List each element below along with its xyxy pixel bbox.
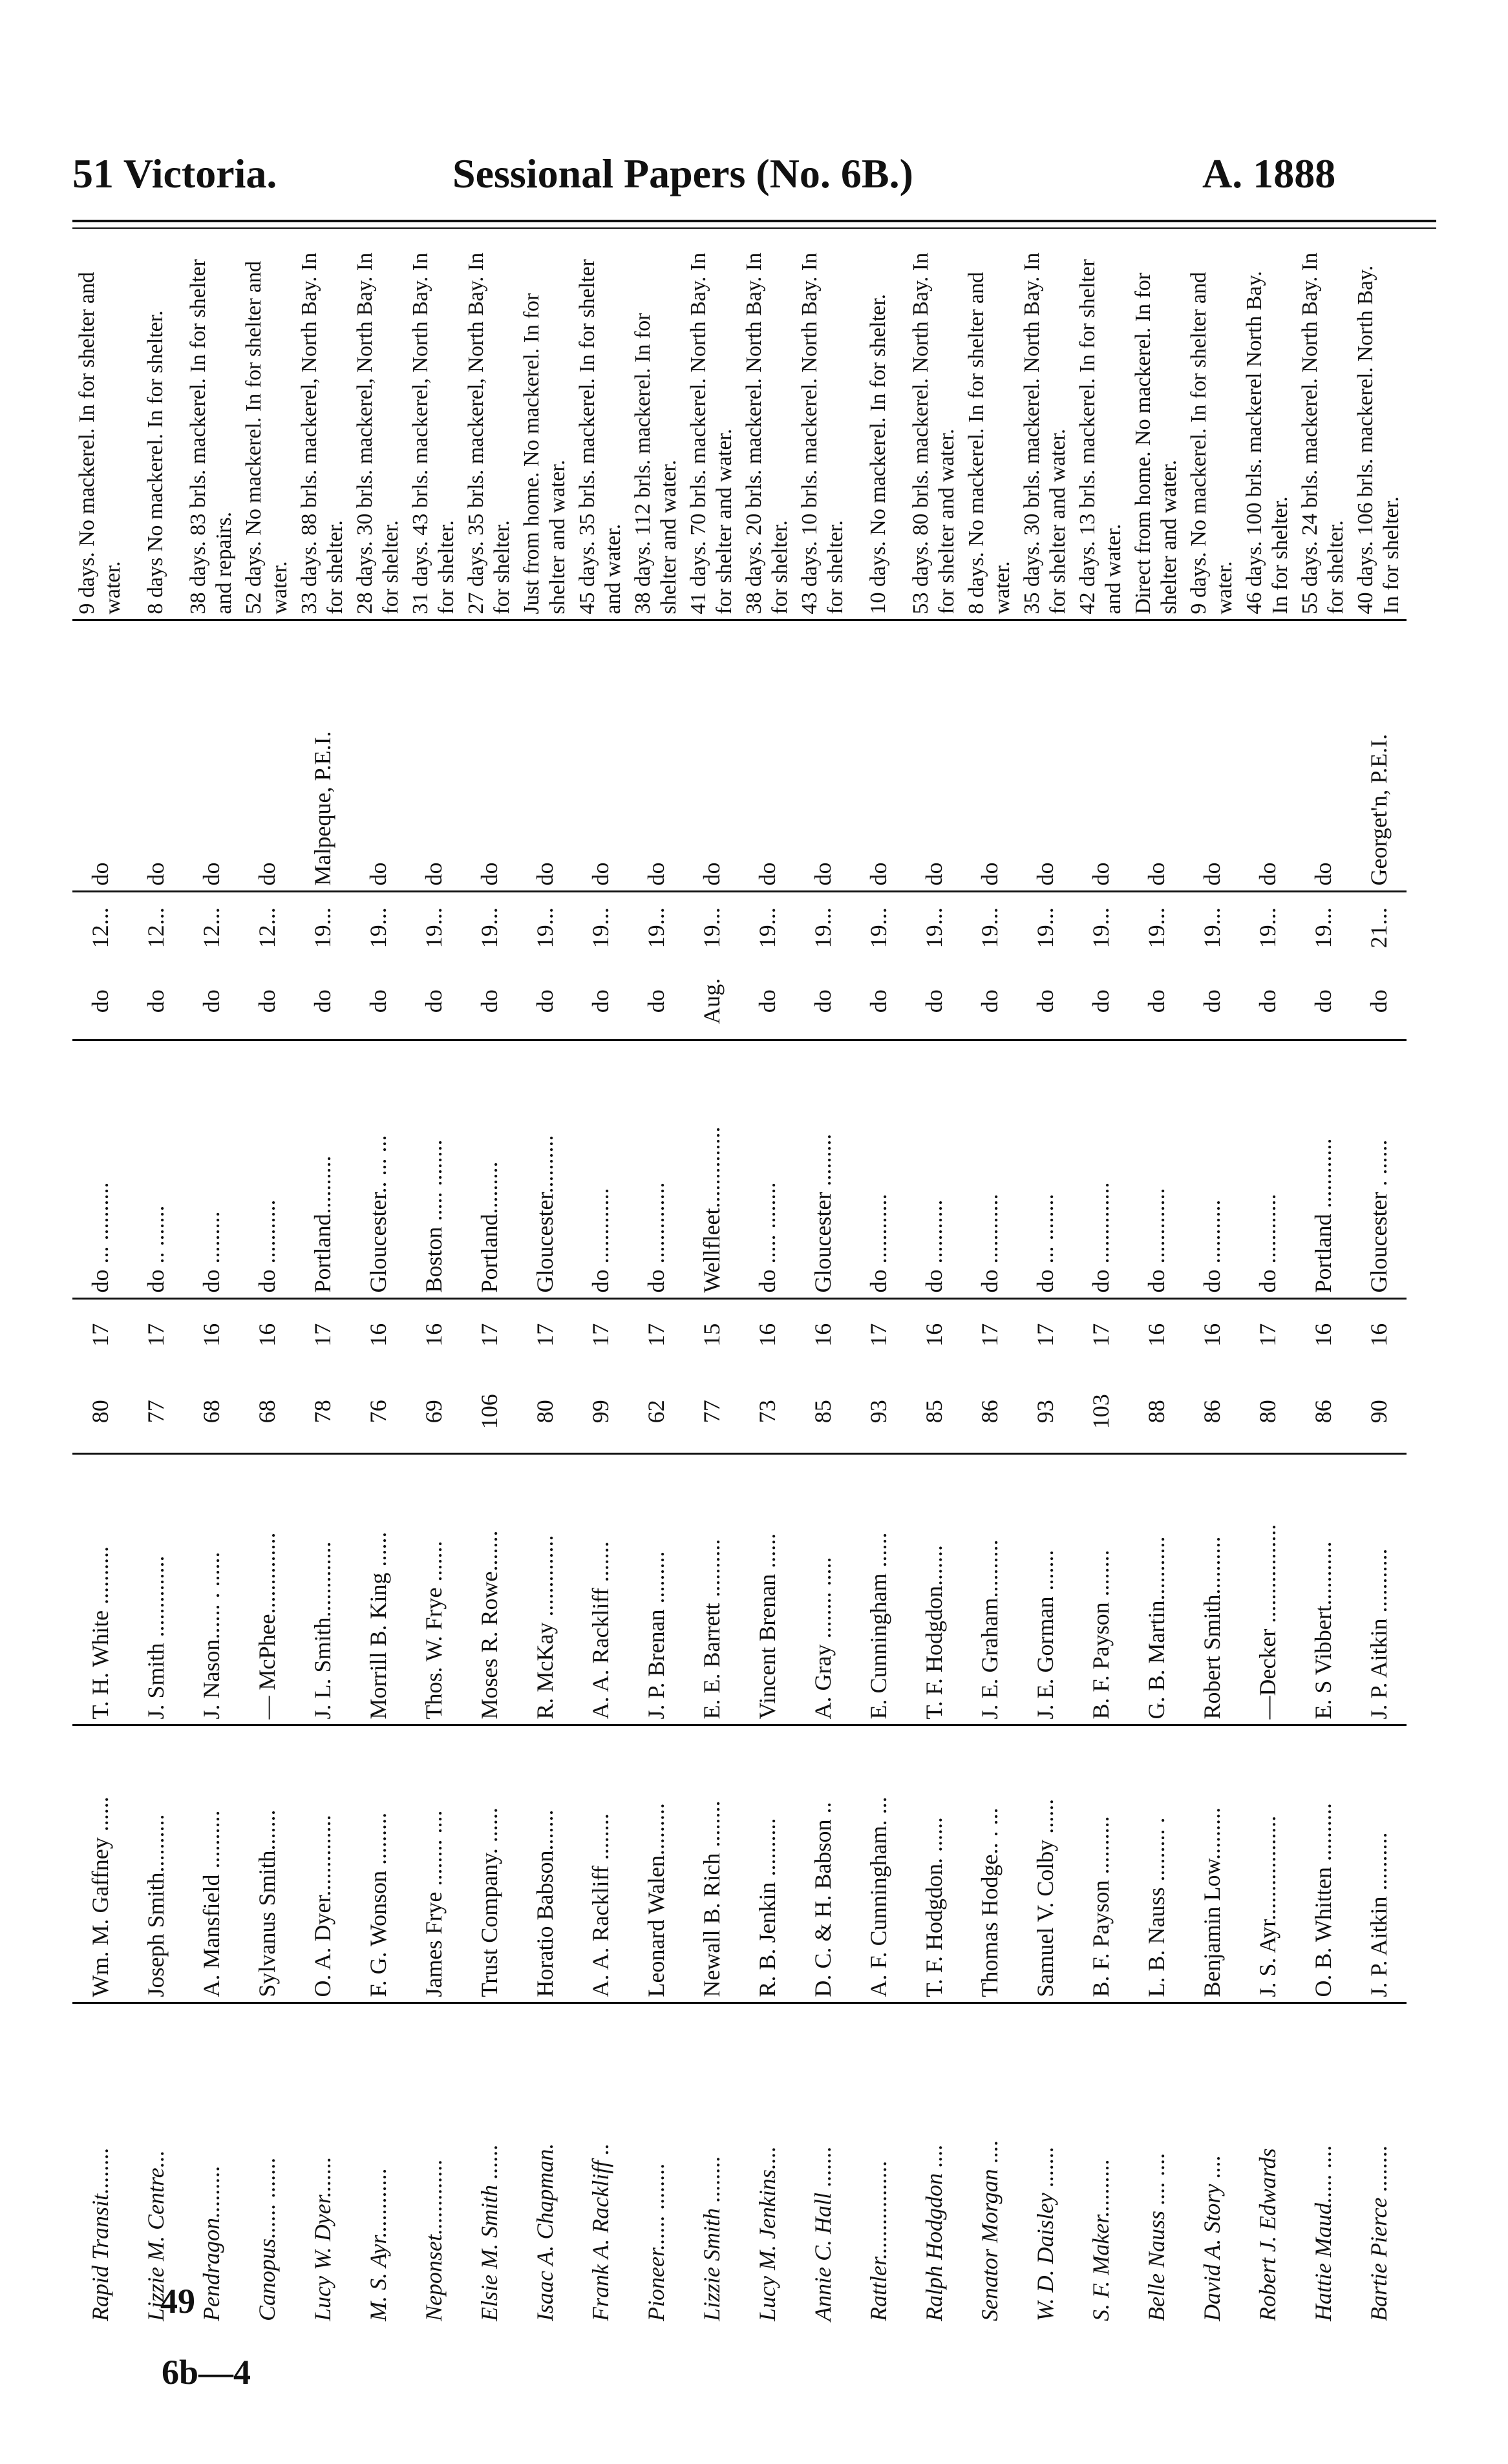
cell-crew: 16 <box>1310 1323 1336 1347</box>
cell-tonnage: 80 <box>1240 1370 1295 1454</box>
cell-port: do ... ........ <box>1017 1040 1073 1299</box>
cell-day: 19... <box>1255 907 1280 949</box>
cell-remarks: Just from home. No mackerel. In for shelter and water. <box>517 246 573 620</box>
cell-day: 19... <box>365 907 391 949</box>
cell-remarks: 9 days. No mackerel. In for shelter and water. <box>72 246 128 620</box>
cell-vessel: S. F. Maker.......... <box>1088 2158 1114 2321</box>
cell-owner: O. B. Whitten .......... <box>1295 1725 1351 2003</box>
cell-tonnage: 62 <box>628 1370 684 1454</box>
cell-vessel: Neponset............. <box>421 2159 447 2321</box>
cell-where: do <box>906 620 962 892</box>
table-row <box>1295 246 1351 2326</box>
cell-master: A. A. Rackliff ....... <box>573 1454 628 1725</box>
cell-month: do <box>295 963 350 1040</box>
cell-master: — McPhee.............. <box>239 1454 295 1725</box>
cell-remarks: 55 days. 24 brls. mackerel. North Bay. In for shelter. <box>1295 246 1351 620</box>
cell-owner: Wm. M. Gaffney ...... <box>72 1725 128 2003</box>
cell-vessel: Annie C. Hall ....... <box>810 2146 836 2321</box>
cell-crew: 17 <box>1255 1323 1280 1347</box>
cell-master: E. Cunningham ...... <box>851 1454 906 1725</box>
table-row <box>962 246 1017 2326</box>
cell-owner: Thomas Hodge.. . ... <box>962 1725 1017 2003</box>
cell-month: do <box>1240 963 1295 1040</box>
cell-day: 19... <box>532 907 558 949</box>
cell-day: 19... <box>866 907 891 949</box>
cell-owner: A. Mansfield .......... <box>184 1725 239 2003</box>
cell-owner: T. F. Hodgdon. ...... <box>906 1725 962 2003</box>
cell-month: do <box>1129 963 1184 1040</box>
cell-day: 19... <box>754 907 780 949</box>
cell-vessel: Lucy M. Jenkins.... <box>754 2146 780 2321</box>
cell-crew: 17 <box>1088 1323 1114 1347</box>
cell-where: do <box>1184 620 1240 892</box>
table-row <box>406 246 462 2326</box>
cell-master: Thos. W. Frye ....... <box>406 1454 462 1725</box>
cell-vessel: Belle Nauss .... .... <box>1143 2153 1169 2321</box>
cell-day: 19... <box>588 907 613 949</box>
cell-where: do <box>406 620 462 892</box>
cell-master: J. E. Graham.......... <box>962 1454 1017 1725</box>
cell-vessel: Lizzie Smith ........ <box>699 2155 725 2321</box>
cell-crew: 17 <box>977 1323 1003 1347</box>
cell-owner: Trust Company. ...... <box>462 1725 517 2003</box>
table-row <box>462 246 517 2326</box>
cell-day: 19... <box>310 907 335 949</box>
table-row <box>684 246 739 2326</box>
cell-remarks: 38 days. 83 brls. mackerel. In for shelter and repairs. <box>184 246 239 620</box>
cell-day: 19... <box>699 907 725 949</box>
cell-vessel: Canopus...... ....... <box>254 2156 280 2321</box>
cell-where: do <box>350 620 406 892</box>
cell-tonnage: 85 <box>795 1370 851 1454</box>
cell-vessel: Lucy W. Dyer....... <box>310 2156 335 2321</box>
cell-remarks: 35 days. 30 brls. mackerel. North Bay. In for shelter and water. <box>1017 246 1073 620</box>
cell-port: Portland.......... <box>295 1040 350 1299</box>
cell-where: do <box>1240 620 1295 892</box>
cell-master: G. B. Martin........... <box>1129 1454 1184 1725</box>
document-code: 6b—4 <box>162 2353 251 2392</box>
cell-vessel: Rapid Transit........ <box>87 2147 113 2321</box>
cell-vessel: Hattie Maud..... .... <box>1310 2145 1336 2321</box>
table-row <box>906 246 962 2326</box>
cell-remarks: 40 days. 106 brls. mackerel. North Bay. In for shelter. <box>1351 246 1407 620</box>
cell-vessel: W. D. Daisley ....... <box>1032 2146 1058 2321</box>
cell-day: 12... <box>87 907 113 949</box>
cell-where: do <box>684 620 739 892</box>
cell-month: do <box>406 963 462 1040</box>
cell-where: do <box>1017 620 1073 892</box>
cell-remarks: 43 days. 10 brls. mackerel. North Bay. In for shelter. <box>795 246 851 620</box>
cell-port: do ............. <box>573 1040 628 1299</box>
cell-owner: Samuel V. Colby ...... <box>1017 1725 1073 2003</box>
cell-remarks: 33 days. 88 brls. mackerel, North Bay. In for shelter. <box>295 246 350 620</box>
cell-vessel: Pendragon......... <box>198 2165 224 2321</box>
cell-port: Wellfleet.............. <box>684 1040 739 1299</box>
cell-owner: J. P. Aitkin .......... <box>1351 1725 1407 2003</box>
cell-owner: A. F. Cunningham. ... <box>851 1725 906 2003</box>
cell-crew: 16 <box>754 1323 780 1347</box>
cell-tonnage: 80 <box>72 1370 128 1454</box>
cell-owner: A. A. Rackliff ........ <box>573 1725 628 2003</box>
cell-day: 19... <box>1310 907 1336 949</box>
cell-where: do <box>1129 620 1184 892</box>
header-year: A. 1888 <box>1202 151 1336 196</box>
table-row <box>184 246 239 2326</box>
cell-port: do .............. <box>1073 1040 1129 1299</box>
cell-month: do <box>350 963 406 1040</box>
cell-where: do <box>739 620 795 892</box>
rotated-table-container <box>72 246 1436 2326</box>
cell-owner: Benjamin Low......... <box>1184 1725 1240 2003</box>
cell-master: J. P. Aitkin ........... <box>1351 1454 1407 1725</box>
cell-day: 19... <box>921 907 947 949</box>
cell-day: 21... <box>1366 907 1392 949</box>
cell-crew: 17 <box>476 1323 502 1347</box>
cell-where: do <box>184 620 239 892</box>
cell-tonnage: 77 <box>684 1370 739 1454</box>
cell-port: Boston ..... ........ <box>406 1040 462 1299</box>
cell-owner: R. B. Jenkin .......... <box>739 1725 795 2003</box>
cell-month: Aug. <box>684 963 739 1040</box>
table-row <box>1184 246 1240 2326</box>
cell-tonnage: 68 <box>184 1370 239 1454</box>
cell-day: 19... <box>1032 907 1058 949</box>
table-row <box>739 246 795 2326</box>
table-row <box>1351 246 1407 2326</box>
cell-vessel: Bartie Pierce ........ <box>1366 2145 1392 2321</box>
cell-master: J. L. Smith............. <box>295 1454 350 1725</box>
cell-port: do ............ <box>1240 1040 1295 1299</box>
cell-port: do .............. <box>628 1040 684 1299</box>
cell-tonnage: 85 <box>906 1370 962 1454</box>
cell-month: do <box>795 963 851 1040</box>
page-number: 49 <box>160 2282 195 2321</box>
cell-month: do <box>573 963 628 1040</box>
cell-month: do <box>628 963 684 1040</box>
cell-remarks: 53 days. 80 brls. mackerel. North Bay. In for shelter and water. <box>906 246 962 620</box>
cell-tonnage: 80 <box>517 1370 573 1454</box>
cell-port: Gloucester ......... <box>795 1040 851 1299</box>
cell-vessel: Robert J. Edwards <box>1255 2148 1280 2321</box>
cell-master: J. E. Gorman ....... <box>1017 1454 1073 1725</box>
table-row <box>628 246 684 2326</box>
cell-port: do ............ <box>962 1040 1017 1299</box>
cell-month: do <box>739 963 795 1040</box>
cell-month: do <box>1295 963 1351 1040</box>
cell-tonnage: 90 <box>1351 1370 1407 1454</box>
cell-crew: 17 <box>643 1323 669 1347</box>
cell-where: do <box>1073 620 1129 892</box>
cell-remarks: 52 days. No mackerel. In for shelter and water. <box>239 246 295 620</box>
cell-port: do ........... <box>906 1040 962 1299</box>
cell-remarks: 8 days. No mackerel. In for shelter and water. <box>962 246 1017 620</box>
cell-remarks: 28 days. 30 brls. mackerel, North Bay. In for shelter. <box>350 246 406 620</box>
vessel-table <box>72 246 1407 2326</box>
cell-master: E. E. Barrett .......... <box>684 1454 739 1725</box>
cell-tonnage: 69 <box>406 1370 462 1454</box>
cell-owner: Joseph Smith.......... <box>128 1725 184 2003</box>
cell-remarks: 38 days. 20 brls. mackerel. North Bay. In for shelter. <box>739 246 795 620</box>
cell-month: do <box>906 963 962 1040</box>
cell-where: do <box>462 620 517 892</box>
cell-tonnage: 86 <box>962 1370 1017 1454</box>
cell-crew: 17 <box>87 1323 113 1347</box>
cell-where: do <box>962 620 1017 892</box>
cell-master: Morrill B. King ...... <box>350 1454 406 1725</box>
cell-day: 19... <box>1143 907 1169 949</box>
cell-crew: 16 <box>1143 1323 1169 1347</box>
cell-day: 19... <box>421 907 447 949</box>
cell-month: do <box>184 963 239 1040</box>
cell-month: do <box>128 963 184 1040</box>
cell-day: 12... <box>143 907 169 949</box>
cell-tonnage: 76 <box>350 1370 406 1454</box>
cell-month: do <box>1017 963 1073 1040</box>
cell-master: Vincent Brenan ...... <box>739 1454 795 1725</box>
cell-crew: 16 <box>198 1323 224 1347</box>
table-row <box>128 246 184 2326</box>
cell-vessel: Pioneer...... ........ <box>643 2163 669 2321</box>
cell-vessel: Frank A. Rackliff .. <box>588 2143 613 2321</box>
cell-master: —Decker ................. <box>1240 1454 1295 1725</box>
cell-tonnage: 78 <box>295 1370 350 1454</box>
table-row <box>1073 246 1129 2326</box>
cell-month: do <box>239 963 295 1040</box>
cell-port: do ............ <box>851 1040 906 1299</box>
cell-crew: 16 <box>254 1323 280 1347</box>
cell-vessel: Ralph Hodgdon .... <box>921 2144 947 2321</box>
cell-where: do <box>239 620 295 892</box>
cell-remarks: Direct from home. No mackerel. In for shelter and water. <box>1129 246 1184 620</box>
cell-month: do <box>517 963 573 1040</box>
cell-master: B. F. Payson ........ <box>1073 1454 1129 1725</box>
cell-owner: J. S. Ayr.................. <box>1240 1725 1295 2003</box>
cell-month: do <box>962 963 1017 1040</box>
cell-where: do <box>628 620 684 892</box>
cell-day: 12... <box>198 907 224 949</box>
cell-master: J. Nason...... . ...... <box>184 1454 239 1725</box>
cell-crew: 16 <box>921 1323 947 1347</box>
cell-tonnage: 103 <box>1073 1370 1129 1454</box>
table-row <box>517 246 573 2326</box>
cell-master: J. Smith .............. <box>128 1454 184 1725</box>
cell-where: do <box>72 620 128 892</box>
cell-vessel: David A. Story .... <box>1199 2154 1225 2321</box>
cell-remarks: 8 days No mackerel. In for shelter. <box>128 246 184 620</box>
cell-crew: 17 <box>310 1323 335 1347</box>
cell-vessel: Senator Morgan .... <box>977 2140 1003 2321</box>
cell-remarks: 45 days. 35 brls. mackerel. In for shelter and water. <box>573 246 628 620</box>
cell-where: do <box>128 620 184 892</box>
cell-month: do <box>1073 963 1129 1040</box>
table-row <box>573 246 628 2326</box>
cell-master: J. P. Brenan ......... <box>628 1454 684 1725</box>
cell-owner: Sylvanus Smith....... <box>239 1725 295 2003</box>
cell-owner: L. B. Nauss ......... . <box>1129 1725 1184 2003</box>
cell-where: do <box>795 620 851 892</box>
cell-port: Gloucester.......... <box>517 1040 573 1299</box>
cell-crew: 16 <box>1366 1323 1392 1347</box>
table-row <box>795 246 851 2326</box>
header-rule <box>72 220 1436 222</box>
cell-month: do <box>1351 963 1407 1040</box>
cell-port: do ........... <box>239 1040 295 1299</box>
cell-remarks: 9 days. No mackerel. In for shelter and water. <box>1184 246 1240 620</box>
cell-tonnage: 86 <box>1295 1370 1351 1454</box>
cell-tonnage: 106 <box>462 1370 517 1454</box>
cell-tonnage: 88 <box>1129 1370 1184 1454</box>
table-body <box>72 246 1407 2326</box>
cell-remarks: 31 days. 43 brls. mackerel, North Bay. In for shelter. <box>406 246 462 620</box>
cell-day: 19... <box>977 907 1003 949</box>
cell-crew: 17 <box>866 1323 891 1347</box>
cell-where: Georget'n, P.E.I. <box>1351 620 1407 892</box>
cell-port: do ..... ........ <box>739 1040 795 1299</box>
cell-owner: Leonard Walen......... <box>628 1725 684 2003</box>
cell-master: Robert Smith.......... <box>1184 1454 1240 1725</box>
header-title: Sessional Papers (No. 6B.) <box>452 151 913 196</box>
cell-crew: 17 <box>588 1323 613 1347</box>
header-session: 51 Victoria. <box>72 151 277 196</box>
cell-where: Malpeque, P.E.I. <box>295 620 350 892</box>
cell-where: do <box>1295 620 1351 892</box>
cell-master: R. McKay .............. <box>517 1454 573 1725</box>
cell-month: do <box>72 963 128 1040</box>
cell-where: do <box>517 620 573 892</box>
cell-remarks: 27 days. 35 brls. mackerel, North Bay. In for shelter. <box>462 246 517 620</box>
cell-vessel: M. S. Ayr............ <box>365 2167 391 2321</box>
cell-month: do <box>851 963 906 1040</box>
cell-crew: 16 <box>365 1323 391 1347</box>
cell-port: Portland......... <box>462 1040 517 1299</box>
cell-day: 19... <box>643 907 669 949</box>
cell-owner: O. A. Dyer.............. <box>295 1725 350 2003</box>
cell-owner: D. C. & H. Babson .. <box>795 1725 851 2003</box>
cell-day: 19... <box>1088 907 1114 949</box>
table-row <box>350 246 406 2326</box>
table-row <box>295 246 350 2326</box>
cell-master: A. Gray ........ ..... <box>795 1454 851 1725</box>
page-header <box>0 150 1508 208</box>
cell-crew: 17 <box>532 1323 558 1347</box>
cell-port: do .. ....... <box>128 1040 184 1299</box>
cell-where: do <box>573 620 628 892</box>
header-rule-thin <box>72 227 1436 229</box>
cell-month: do <box>462 963 517 1040</box>
cell-crew: 16 <box>810 1323 836 1347</box>
cell-master: T. H. White .......... <box>72 1454 128 1725</box>
cell-port: do ............. <box>1129 1040 1184 1299</box>
cell-crew: 16 <box>421 1323 447 1347</box>
cell-tonnage: 93 <box>1017 1370 1073 1454</box>
cell-crew: 16 <box>1199 1323 1225 1347</box>
cell-remarks: 42 days. 13 brls. mackerel. In for shelter and water. <box>1073 246 1129 620</box>
cell-master: E. S Vibbert........... <box>1295 1454 1351 1725</box>
cell-remarks: 10 days. No mackerel. In for shelter. <box>851 246 906 620</box>
cell-tonnage: 99 <box>573 1370 628 1454</box>
cell-vessel: Elsie M. Smith ...... <box>476 2144 502 2321</box>
cell-crew: 17 <box>143 1323 169 1347</box>
cell-remarks: 38 days. 112 brls. mackerel. In for shelter and water. <box>628 246 684 620</box>
cell-master: Moses R. Rowe....... <box>462 1454 517 1725</box>
cell-tonnage: 68 <box>239 1370 295 1454</box>
cell-owner: Horatio Babson....... <box>517 1725 573 2003</box>
cell-port: Gloucester . ...... <box>1351 1040 1407 1299</box>
cell-port: do ........... <box>1184 1040 1240 1299</box>
cell-owner: Newall B. Rich ........ <box>684 1725 739 2003</box>
cell-crew: 15 <box>699 1323 725 1347</box>
cell-port: Gloucester.. ... ... <box>350 1040 406 1299</box>
cell-vessel: Lizzie M. Centre... <box>143 2150 169 2321</box>
cell-tonnage: 77 <box>128 1370 184 1454</box>
cell-remarks: 46 days. 100 brls. mackerel North Bay. In for shelter. <box>1240 246 1295 620</box>
table-row <box>1017 246 1073 2326</box>
cell-owner: B. F. Payson .......... <box>1073 1725 1129 2003</box>
cell-crew: 17 <box>1032 1323 1058 1347</box>
table-row <box>239 246 295 2326</box>
cell-day: 19... <box>476 907 502 949</box>
cell-vessel: Isaac A. Chapman. <box>532 2143 558 2321</box>
cell-tonnage: 73 <box>739 1370 795 1454</box>
cell-master: T. F. Hodgdon....... <box>906 1454 962 1725</box>
cell-port: do ... .......... <box>72 1040 128 1299</box>
cell-month: do <box>1184 963 1240 1040</box>
cell-day: 19... <box>810 907 836 949</box>
cell-port: Portland ............ <box>1295 1040 1351 1299</box>
cell-remarks: 41 days. 70 brls. mackerel. North Bay. In for shelter and water. <box>684 246 739 620</box>
cell-tonnage: 86 <box>1184 1370 1240 1454</box>
table-row <box>1240 246 1295 2326</box>
table-row <box>72 246 128 2326</box>
cell-where: do <box>851 620 906 892</box>
cell-owner: F. G. Wonson ......... <box>350 1725 406 2003</box>
cell-day: 19... <box>1199 907 1225 949</box>
cell-port: do ......... <box>184 1040 239 1299</box>
cell-vessel: Rattler................. <box>866 2160 891 2321</box>
cell-tonnage: 93 <box>851 1370 906 1454</box>
cell-owner: James Frye ........ .... <box>406 1725 462 2003</box>
table-row <box>851 246 906 2326</box>
table-row <box>1129 246 1184 2326</box>
cell-day: 12... <box>254 907 280 949</box>
